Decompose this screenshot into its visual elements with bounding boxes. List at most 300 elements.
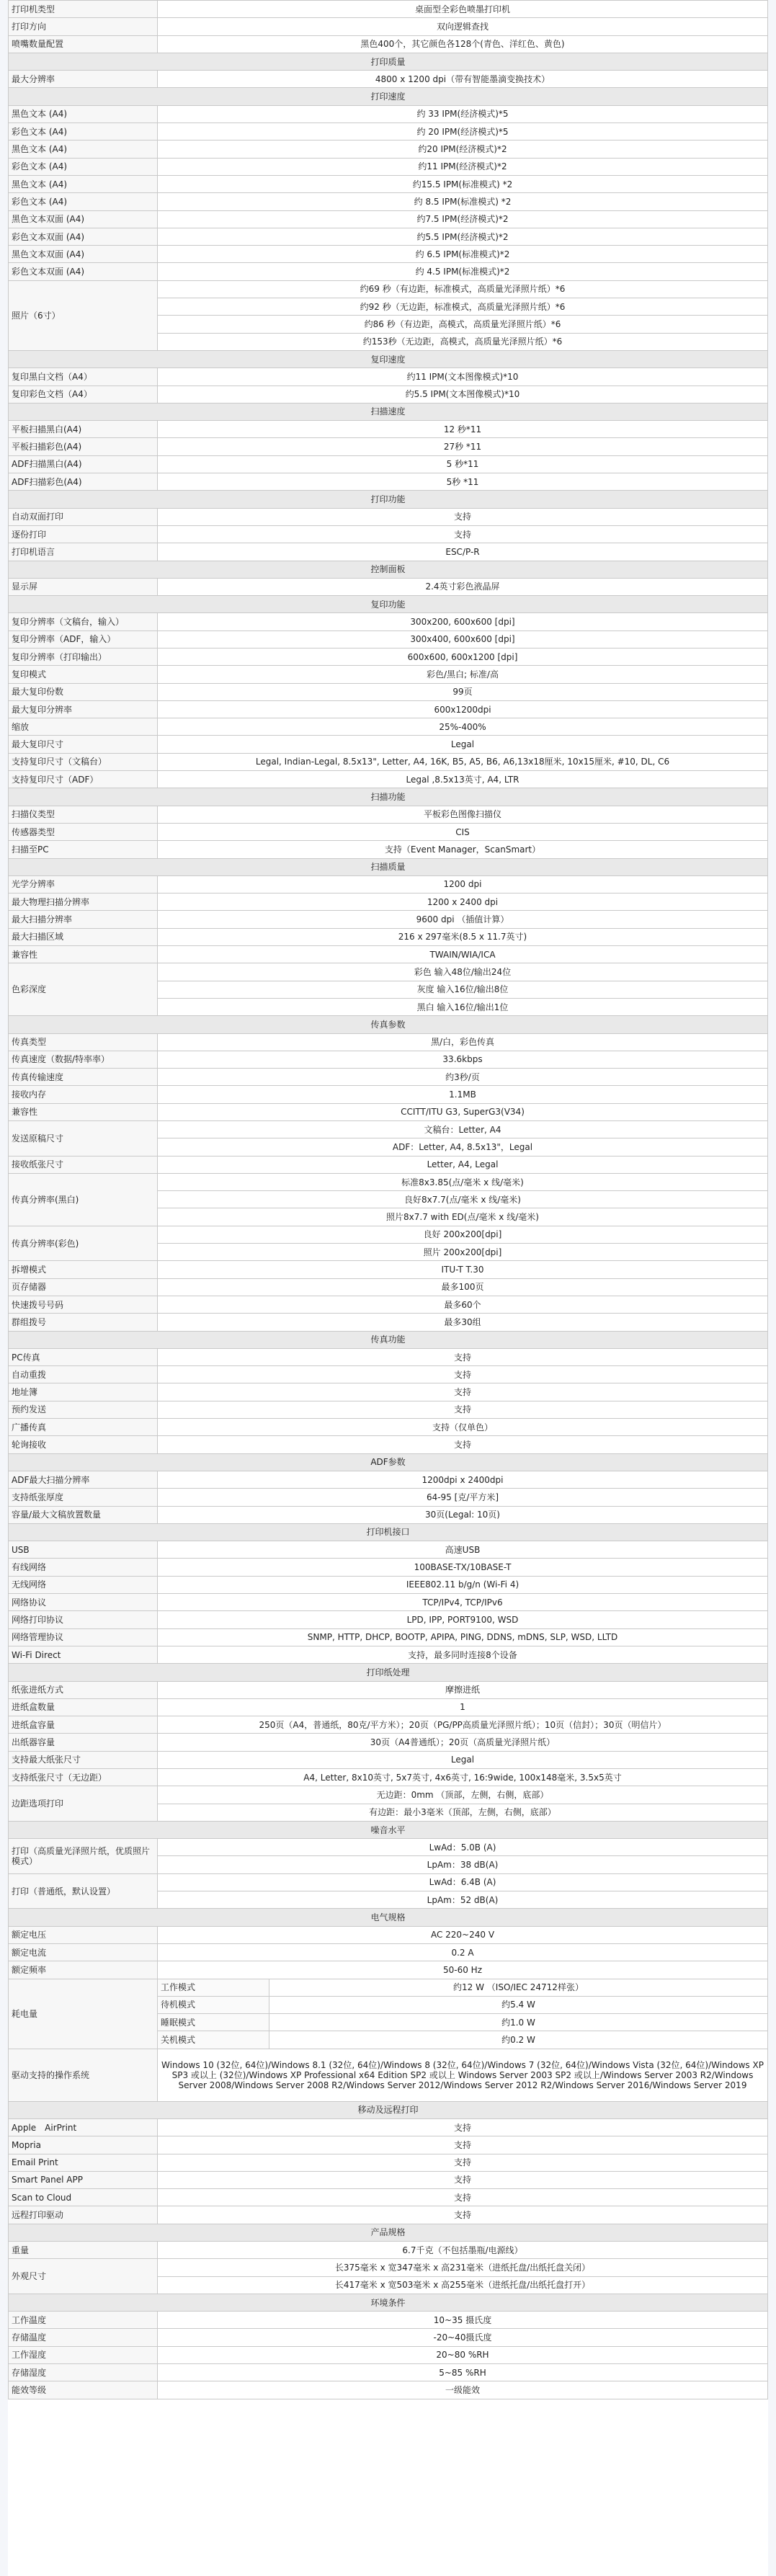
spec-value: 摩擦进纸: [158, 1681, 768, 1698]
spec-value: 27秒 *11: [158, 438, 768, 455]
spec-label: 传真类型: [9, 1033, 158, 1051]
spec-row: [9, 1436, 768, 1453]
spec-value: LwAd：6.4B (A): [158, 1873, 768, 1891]
section-title: 移动及远程打印: [9, 2101, 768, 2118]
spec-row: [9, 385, 768, 403]
spec-value: 支持（Event Manager，ScanSmart）: [158, 841, 768, 858]
spec-value: 良好 200x200[dpi]: [158, 1226, 768, 1243]
spec-label: 照片（6寸）: [9, 280, 158, 350]
spec-label: ADF扫描黑白(A4): [9, 455, 158, 473]
section-title: 打印速度: [9, 88, 768, 105]
spec-label: 最大复印分辨率: [9, 700, 158, 718]
spec-row: [9, 630, 768, 648]
section-header-row: [9, 350, 768, 367]
spec-value: 300x200, 600x600 [dpi]: [158, 613, 768, 630]
spec-row: [9, 1751, 768, 1768]
section-header-row: [9, 1331, 768, 1348]
spec-value: 1.1MB: [158, 1086, 768, 1103]
spec-value: 照片8x7.7 with ED(点/毫米 x 线/毫米): [158, 1208, 768, 1226]
spec-row: [9, 1646, 768, 1663]
spec-label: 网络打印协议: [9, 1611, 158, 1628]
spec-label: 无线网络: [9, 1576, 158, 1593]
spec-label: Apple AirPrint: [9, 2118, 158, 2136]
spec-row: [9, 771, 768, 788]
spec-label: 接收内存: [9, 1086, 158, 1103]
spec-value: 良好8x7.7(点/毫米 x 线/毫米): [158, 1191, 768, 1208]
spec-row: [9, 1314, 768, 1331]
spec-label: 自动重拨: [9, 1366, 158, 1383]
spec-value: 6.7千克（不包括墨瓶/电源线）: [158, 2242, 768, 2259]
spec-label: 额定电压: [9, 1926, 158, 1943]
spec-value: 约15.5 IPM(标准模式) *2: [158, 175, 768, 192]
spec-label: 地址簿: [9, 1383, 158, 1401]
section-header-row: [9, 491, 768, 508]
spec-value: 约 33 IPM(经济模式)*5: [158, 105, 768, 122]
spec-row: [9, 543, 768, 561]
spec-label: 传真速度（数据/特率率）: [9, 1051, 158, 1068]
spec-label: 工作湿度: [9, 2346, 158, 2363]
spec-row: [9, 2136, 768, 2154]
spec-value: 5 秒*11: [158, 455, 768, 473]
spec-value: CIS: [158, 823, 768, 840]
spec-row: [9, 928, 768, 945]
spec-label: 页存储器: [9, 1278, 158, 1296]
spec-label: 打印机类型: [9, 1, 158, 18]
section-header-row: [9, 1664, 768, 1681]
spec-row: [9, 2189, 768, 2206]
spec-row: [9, 2049, 768, 2101]
spec-value: 黑/白，彩色传真: [158, 1033, 768, 1051]
spec-label: 喷嘴数量配置: [9, 35, 158, 53]
section-title: 传真功能: [9, 1331, 768, 1348]
spec-row: [9, 1401, 768, 1418]
spec-label: 额定电流: [9, 1943, 158, 1961]
spec-label: 进纸盒数量: [9, 1698, 158, 1716]
spec-label: 打印机语言: [9, 543, 158, 561]
spec-row: [9, 841, 768, 858]
spec-value: 20~80 %RH: [158, 2346, 768, 2363]
spec-label: 驱动支持的操作系统: [9, 2049, 158, 2101]
spec-value: 最多100页: [158, 1278, 768, 1296]
spec-value: Windows 10 (32位, 64位)/Windows 8.1 (32位, 64位)/Windows 8 (32位, 64位)/Windows 7 (32位, 64位)/Windows Vista (32位, 64位)/Windows XP SP3 或以上 (32位)/Windows XP Professional x64 Edition SP2 或以上 Windows Server 2003 SP2 或以上/Windows Server 2003 R2/Windows Server 2008/Windows Server 2008 R2/Windows Server 2012/Windows Server 2012 R2/Windows Server 2016/Windows Server 2019: [158, 2049, 768, 2101]
spec-table: [8, 0, 768, 2399]
section-title: 控制面板: [9, 561, 768, 578]
spec-value: 支持: [158, 508, 768, 525]
spec-row: [9, 946, 768, 963]
spec-label: 彩色文本 (A4): [9, 193, 158, 210]
spec-label: 传真传输速度: [9, 1069, 158, 1086]
spec-value: AC 220~240 V: [158, 1926, 768, 1943]
spec-label: 黑色文本 (A4): [9, 141, 158, 158]
spec-label: 打印（普通纸，默认设置）: [9, 1873, 158, 1909]
spec-row: [9, 648, 768, 665]
spec-row: [9, 1716, 768, 1734]
spec-row: [9, 700, 768, 718]
spec-row: [9, 1069, 768, 1086]
spec-value: 灰度 输入16位/输出8位: [158, 981, 768, 998]
spec-row: [9, 2364, 768, 2381]
spec-label: 支持复印尺寸（文稿台）: [9, 753, 158, 770]
spec-value: 30页（A4普通纸）；20页（高质量光泽照片纸）: [158, 1734, 768, 1751]
spec-label: 最大扫描分辨率: [9, 911, 158, 928]
spec-value: 约 20 IPM(经济模式)*5: [158, 123, 768, 141]
spec-value: 250页（A4，普通纸，80克/平方米）；20页（PG/PP高质量光泽照片纸）；10页（信封）；30页（明信片）: [158, 1716, 768, 1734]
spec-value: 支持: [158, 525, 768, 543]
section-title: 噪音水平: [9, 1821, 768, 1838]
spec-row: [9, 2242, 768, 2259]
spec-value: 600x600, 600x1200 [dpi]: [158, 648, 768, 665]
section-title: ADF参数: [9, 1453, 768, 1471]
section-header-row: [9, 1523, 768, 1541]
spec-label: 最大物理扫描分辨率: [9, 893, 158, 911]
spec-value: 最多60个: [158, 1296, 768, 1313]
spec-value: 10~35 摄氏度: [158, 2312, 768, 2329]
spec-label: 最大分辨率: [9, 71, 158, 88]
spec-label: 额定频率: [9, 1961, 158, 1979]
spec-label: 显示屏: [9, 578, 158, 595]
spec-value: 约86 秒（有边距，高模式，高质量光泽照片纸）*6: [158, 316, 768, 333]
spec-value: ESC/P-R: [158, 543, 768, 561]
spec-row: [9, 1961, 768, 1979]
spec-row: [9, 753, 768, 770]
spec-label: 彩色文本双面 (A4): [9, 228, 158, 245]
section-title: 电气规格: [9, 1909, 768, 1926]
spec-label: 平板扫描黑白(A4): [9, 421, 158, 438]
spec-label: 存储温度: [9, 2329, 158, 2346]
spec-value: 4800 x 1200 dpi（带有智能墨滴变换技术）: [158, 71, 768, 88]
spec-label: 发送原稿尺寸: [9, 1121, 158, 1156]
spec-row: [9, 578, 768, 595]
spec-value: ADF：Letter, A4, 8.5x13"，Legal: [158, 1138, 768, 1156]
spec-label: 最大扫描区域: [9, 928, 158, 945]
spec-row: [9, 1611, 768, 1628]
spec-value: 黑白 输入16位/输出1位: [158, 998, 768, 1015]
spec-row: [9, 1173, 768, 1190]
spec-value: 30页(Legal: 10页): [158, 1506, 768, 1523]
spec-value: 支持: [158, 2118, 768, 2136]
spec-value: Legal ,8.5x13英寸, A4, LTR: [158, 771, 768, 788]
spec-label: 自动双面打印: [9, 508, 158, 525]
spec-label: 网络协议: [9, 1594, 158, 1611]
spec-label: 出纸器容量: [9, 1734, 158, 1751]
spec-value: TCP/IPv4, TCP/IPv6: [158, 1594, 768, 1611]
spec-value: 长417毫米 x 宽503毫米 x 高255毫米（进纸托盘/出纸托盘打开）: [158, 2276, 768, 2294]
spec-row: [9, 2381, 768, 2399]
section-header-row: [9, 88, 768, 105]
spec-label: 支持复印尺寸（ADF）: [9, 771, 158, 788]
power-mode-value: 约5.4 W: [269, 1996, 768, 2013]
section-title: 打印机接口: [9, 1523, 768, 1541]
spec-value: 支持: [158, 2171, 768, 2188]
spec-value: 长375毫米 x 宽347毫米 x 高231毫米（进纸托盘/出纸托盘关闭）: [158, 2259, 768, 2276]
spec-label: Email Print: [9, 2154, 158, 2171]
power-mode-value: 约0.2 W: [269, 2031, 768, 2049]
power-mode-label: 睡眠模式: [158, 2014, 269, 2031]
spec-value: 支持: [158, 1436, 768, 1453]
spec-value: 高速USB: [158, 1541, 768, 1559]
spec-label: 网络管理协议: [9, 1628, 158, 1646]
spec-label: 支持纸张厚度: [9, 1489, 158, 1506]
spec-label: 黑色文本双面 (A4): [9, 246, 158, 263]
section-title: 环境条件: [9, 2294, 768, 2311]
spec-row: [9, 18, 768, 35]
spec-label: 存储湿度: [9, 2364, 158, 2381]
power-mode-value: 约12 W （ISO/IEC 24712样张）: [269, 1979, 768, 1996]
spec-value: 约92 秒（无边距，标准模式，高质量光泽照片纸）*6: [158, 298, 768, 316]
spec-label: 黑色文本双面 (A4): [9, 210, 158, 228]
spec-value: 5~85 %RH: [158, 2364, 768, 2381]
spec-value: 文稿台：Letter, A4: [158, 1121, 768, 1138]
section-title: 复印功能: [9, 596, 768, 613]
section-header-row: [9, 596, 768, 613]
spec-value: 支持: [158, 1383, 768, 1401]
spec-value: Legal, Indian-Legal, 8.5x13", Letter, A4, 16K, B5, A5, B6, A6,13x18厘米, 10x15厘米, #10, DL, C6: [158, 753, 768, 770]
spec-row: [9, 1489, 768, 1506]
section-title: 传真参数: [9, 1016, 768, 1033]
spec-value: 100BASE-TX/10BASE-T: [158, 1559, 768, 1576]
spec-row: [9, 1576, 768, 1593]
spec-row: [9, 193, 768, 210]
spec-row: [9, 263, 768, 280]
spec-label: 重量: [9, 2242, 158, 2259]
section-header-row: [9, 788, 768, 806]
spec-value: 照片 200x200[dpi]: [158, 1244, 768, 1261]
spec-value: 双向逻辑查找: [158, 18, 768, 35]
spec-label: 复印模式: [9, 666, 158, 683]
spec-value: LpAm：52 dB(A): [158, 1891, 768, 1909]
spec-label: Smart Panel APP: [9, 2171, 158, 2188]
spec-label: 黑色文本 (A4): [9, 105, 158, 122]
spec-row: [9, 455, 768, 473]
spec-row: [9, 1419, 768, 1436]
spec-label: 黑色文本 (A4): [9, 175, 158, 192]
spec-row: [9, 1628, 768, 1646]
spec-label: 兼容性: [9, 946, 158, 963]
spec-row: [9, 1559, 768, 1576]
spec-label: 彩色文本双面 (A4): [9, 263, 158, 280]
spec-row: [9, 1594, 768, 1611]
spec-value: LPD, IPP, PORT9100, WSD: [158, 1611, 768, 1628]
spec-value: 12 秒*11: [158, 421, 768, 438]
spec-label: 逐份打印: [9, 525, 158, 543]
spec-label: 支持最大纸张尺寸: [9, 1751, 158, 1768]
spec-label: 复印彩色文档（A4）: [9, 385, 158, 403]
spec-value: 无边距：0mm （顶部，左侧，右侧，底部）: [158, 1786, 768, 1804]
spec-label: 打印（高质量光泽照片纸，优质照片模式）: [9, 1839, 158, 1874]
spec-label: 传真分辨率(黑白): [9, 1173, 158, 1226]
section-header-row: [9, 2101, 768, 2118]
spec-row: [9, 2312, 768, 2329]
spec-label: 复印分辨率（打印输出）: [9, 648, 158, 665]
spec-value: 300x400, 600x600 [dpi]: [158, 630, 768, 648]
spec-value: -20~40摄氏度: [158, 2329, 768, 2346]
spec-value: 桌面型全彩色喷墨打印机: [158, 1, 768, 18]
spec-row: [9, 2259, 768, 2276]
spec-row: [9, 1261, 768, 1278]
spec-row: [9, 1226, 768, 1243]
spec-label: PC传真: [9, 1348, 158, 1365]
spec-value: LpAm：38 dB(A): [158, 1856, 768, 1873]
spec-value: Legal: [158, 1751, 768, 1768]
spec-value: 约 6.5 IPM(标准模式)*2: [158, 246, 768, 263]
spec-row: [9, 666, 768, 683]
spec-label: 轮询接收: [9, 1436, 158, 1453]
spec-row: [9, 1366, 768, 1383]
spec-value: 64-95 [克/平方米]: [158, 1489, 768, 1506]
power-mode-label: 工作模式: [158, 1979, 269, 1996]
section-title: 打印纸处理: [9, 1664, 768, 1681]
spec-label: 有线网络: [9, 1559, 158, 1576]
power-mode-value: 约1.0 W: [269, 2014, 768, 2031]
spec-label: 光学分辨率: [9, 875, 158, 893]
spec-row: [9, 911, 768, 928]
spec-row: [9, 123, 768, 141]
spec-row: [9, 1681, 768, 1698]
section-header-row: [9, 1909, 768, 1926]
spec-value: 彩色 输入48位/输出24位: [158, 963, 768, 981]
spec-value: ITU-T T.30: [158, 1261, 768, 1278]
spec-value: 约153秒（无边距，高模式，高质量光泽照片纸）*6: [158, 333, 768, 350]
spec-label: 传感器类型: [9, 823, 158, 840]
spec-value: 约11 IPM(经济模式)*2: [158, 158, 768, 175]
spec-row: [9, 1033, 768, 1051]
spec-label: 复印黑白文档（A4）: [9, 368, 158, 385]
spec-label: 容量/最大文稿放置数量: [9, 1506, 158, 1523]
spec-row: [9, 893, 768, 911]
spec-row: [9, 210, 768, 228]
section-header-row: [9, 1016, 768, 1033]
spec-label: 工作温度: [9, 2312, 158, 2329]
spec-label: 进纸盒容量: [9, 1716, 158, 1734]
spec-value: 标准8x3.85(点/毫米 x 线/毫米): [158, 1173, 768, 1190]
spec-row: [9, 280, 768, 298]
section-header-row: [9, 2294, 768, 2311]
section-header-row: [9, 1453, 768, 1471]
section-header-row: [9, 53, 768, 70]
section-title: 复印速度: [9, 350, 768, 367]
spec-row: [9, 1943, 768, 1961]
spec-value: LwAd：5.0B (A): [158, 1839, 768, 1856]
spec-label: ADF扫描彩色(A4): [9, 473, 158, 491]
spec-value: 9600 dpi （插值计算）: [158, 911, 768, 928]
spec-label: 最大复印尺寸: [9, 736, 158, 753]
spec-value: 最多30组: [158, 1314, 768, 1331]
spec-value: 有边距：最小3毫米（顶部，左侧，右侧，底部）: [158, 1804, 768, 1821]
spec-value: IEEE802.11 b/g/n (Wi-Fi 4): [158, 1576, 768, 1593]
spec-label: 拆增模式: [9, 1261, 158, 1278]
section-title: 扫描功能: [9, 788, 768, 806]
spec-label: 接收纸张尺寸: [9, 1156, 158, 1173]
spec-label: 兼容性: [9, 1103, 158, 1120]
spec-value: 1200 x 2400 dpi: [158, 893, 768, 911]
spec-value: 2.4英寸彩色液晶屏: [158, 578, 768, 595]
spec-row: [9, 525, 768, 543]
spec-label: USB: [9, 1541, 158, 1559]
spec-row: [9, 508, 768, 525]
spec-label: Mopria: [9, 2136, 158, 2154]
spec-label: 彩色文本 (A4): [9, 158, 158, 175]
spec-row: [9, 228, 768, 245]
spec-label: 色彩深度: [9, 963, 158, 1016]
spec-row: [9, 1121, 768, 1138]
left-margin: [0, 0, 8, 2576]
spec-row: [9, 1348, 768, 1365]
spec-row: [9, 141, 768, 158]
section-title: 打印质量: [9, 53, 768, 70]
spec-value: 5秒 *11: [158, 473, 768, 491]
spec-label: 彩色文本 (A4): [9, 123, 158, 141]
spec-value: 支持: [158, 2206, 768, 2224]
spec-row: [9, 613, 768, 630]
spec-label: 平板扫描彩色(A4): [9, 438, 158, 455]
spec-value: 50-60 Hz: [158, 1961, 768, 1979]
spec-row: [9, 175, 768, 192]
spec-row: [9, 683, 768, 700]
spec-label: 扫描至PC: [9, 841, 158, 858]
section-header-row: [9, 858, 768, 875]
section-header-row: [9, 1821, 768, 1838]
spec-value: 约 4.5 IPM(标准模式)*2: [158, 263, 768, 280]
spec-value: 33.6kbps: [158, 1051, 768, 1068]
spec-value: CCITT/ITU G3, SuperG3(V34): [158, 1103, 768, 1120]
spec-value: A4, Letter, 8x10英寸, 5x7英寸, 4x6英寸, 16:9wide, 100x148毫米, 3.5x5英寸: [158, 1768, 768, 1786]
spec-row: [9, 806, 768, 823]
power-mode-label: 关机模式: [158, 2031, 269, 2049]
spec-row: [9, 438, 768, 455]
spec-value: 黑色400个，其它颜色各128个(青色、洋红色、黄色): [158, 35, 768, 53]
spec-label: 耗电量: [9, 1979, 158, 2049]
spec-row: [9, 1768, 768, 1786]
spec-value: 支持: [158, 2136, 768, 2154]
spec-row: [9, 1786, 768, 1804]
spec-label: Scan to Cloud: [9, 2189, 158, 2206]
spec-label: 纸张进纸方式: [9, 1681, 158, 1698]
spec-value: SNMP, HTTP, DHCP, BOOTP, APIPA, PING, DDNS, mDNS, SLP, WSD, LLTD: [158, 1628, 768, 1646]
spec-label: 最大复印份数: [9, 683, 158, 700]
spec-row: [9, 1979, 768, 1996]
spec-row: [9, 718, 768, 736]
spec-value: 支持: [158, 1366, 768, 1383]
section-title: 产品规格: [9, 2224, 768, 2241]
spec-row: [9, 875, 768, 893]
spec-row: [9, 1734, 768, 1751]
spec-value: Legal: [158, 736, 768, 753]
spec-row: [9, 1839, 768, 1856]
spec-value: 约3秒/页: [158, 1069, 768, 1086]
spec-label: 打印方向: [9, 18, 158, 35]
spec-value: 600x1200dpi: [158, 700, 768, 718]
spec-row: [9, 2171, 768, 2188]
spec-value: 约5.5 IPM(经济模式)*2: [158, 228, 768, 245]
spec-value: 约69 秒（有边距，标准模式，高质量光泽照片纸）*6: [158, 280, 768, 298]
spec-row: [9, 1698, 768, 1716]
spec-label: ADF最大扫描分辨率: [9, 1471, 158, 1488]
spec-row: [9, 1506, 768, 1523]
spec-row: [9, 1296, 768, 1313]
spec-row: [9, 963, 768, 981]
spec-label: 边距选项打印: [9, 1786, 158, 1822]
spec-row: [9, 1471, 768, 1488]
spec-label: 快速拨号号码: [9, 1296, 158, 1313]
spec-label: 群组拨号: [9, 1314, 158, 1331]
spec-value: TWAIN/WIA/ICA: [158, 946, 768, 963]
spec-row: [9, 246, 768, 263]
spec-row: [9, 473, 768, 491]
spec-value: 平板彩色图像扫描仪: [158, 806, 768, 823]
spec-row: [9, 2346, 768, 2363]
spec-label: 扫描仪类型: [9, 806, 158, 823]
spec-value: 支持: [158, 1401, 768, 1418]
